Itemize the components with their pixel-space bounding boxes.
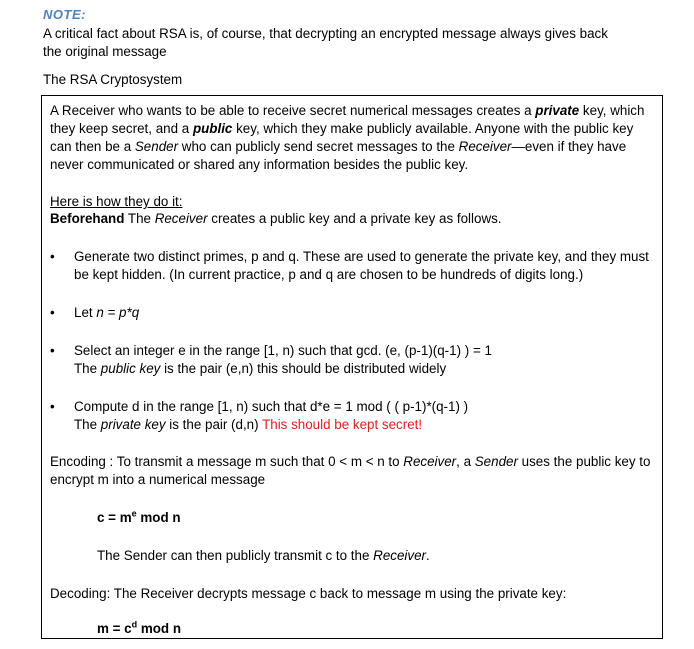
intro-sender-word: Sender bbox=[134, 139, 179, 154]
note-text-line1: A critical fact about RSA is, of course, that decrypting an encrypted message always gives back bbox=[43, 26, 608, 41]
intro-paragraph bbox=[50, 102, 656, 174]
sender-transmit-part1: The Sender can then publicly transmit c to the bbox=[97, 548, 374, 563]
bullet-dot: • bbox=[50, 399, 55, 414]
bullet-dot: • bbox=[50, 343, 55, 358]
intro-public-word: public bbox=[192, 121, 233, 136]
section-title: The RSA Cryptosystem bbox=[43, 72, 183, 87]
note-text bbox=[43, 25, 633, 61]
note-label: NOTE: bbox=[43, 7, 86, 22]
encoding-part2: , a bbox=[456, 454, 475, 469]
decoding-paragraph: Decoding: The Receiver decrypts message c back to message m using the private key: bbox=[50, 586, 567, 601]
note-text-line2: the original message bbox=[43, 44, 167, 59]
encoding-part3: uses the public key to encrypt m into a numerical message bbox=[50, 454, 651, 487]
bullet-dot: • bbox=[50, 305, 55, 320]
bullet-generate-primes-text: Generate two distinct primes, p and q. These are used to generate the private key, and they must be kept hidden. (In current practice, p and q are chosen to be hundreds of digits long.) bbox=[74, 249, 649, 282]
sender-transmit-line bbox=[97, 547, 657, 565]
decrypt-formula-rhs: mod n bbox=[137, 621, 182, 636]
bullet-dot: • bbox=[50, 249, 55, 264]
intro-part3: key, which they make publicly available. Anyone with the public key can then be a bbox=[50, 121, 634, 154]
beforehand-paragraph bbox=[50, 210, 656, 228]
encrypt-formula-rhs: mod n bbox=[136, 510, 181, 525]
bullet-compute-d-line1: Compute d in the range [1, n) such that d*e = 1 mod ( ( p-1)*(q-1) ) bbox=[74, 399, 469, 414]
intro-part5: —even if they have never communicated or shared any information besides the public key. bbox=[50, 139, 627, 172]
intro-part1: A Receiver who wants to be able to receive secret numerical messages creates a bbox=[50, 103, 536, 118]
intro-part4: who can publicly send secret messages to the bbox=[178, 139, 459, 154]
intro-receiver-word: Receiver bbox=[458, 139, 512, 154]
encoding-receiver-word: Receiver bbox=[403, 454, 457, 469]
intro-private-word: private bbox=[535, 103, 580, 118]
decrypt-formula-exponent: d bbox=[131, 619, 138, 630]
encoding-paragraph bbox=[50, 453, 656, 489]
beforehand-bold: Beforehand bbox=[50, 211, 125, 226]
encrypt-formula-exponent: e bbox=[131, 508, 137, 519]
bullet-select-e-line2-post: is the pair (e,n) this should be distributed widely bbox=[160, 361, 447, 376]
bullet-select-e-text bbox=[74, 342, 664, 378]
bullet-compute-d-line2-pre: The bbox=[74, 417, 101, 432]
bullet-let-n-formula: n = p*q bbox=[96, 305, 140, 320]
how-heading: Here is how they do it: bbox=[50, 194, 183, 209]
bullet-compute-d-line2-post: is the pair (d,n) bbox=[165, 417, 263, 432]
private-key-term: private key bbox=[100, 417, 166, 432]
encrypt-formula bbox=[97, 510, 181, 525]
bullet-let-n-prefix: Let bbox=[74, 305, 97, 320]
encoding-part1: Encoding : To transmit a message m such that 0 < m < n to bbox=[50, 454, 404, 469]
secret-warning: This should be kept secret! bbox=[262, 417, 423, 432]
beforehand-receiver-word: Receiver bbox=[154, 211, 208, 226]
intro-part2: key, which they keep secret, and a bbox=[50, 103, 645, 136]
encoding-sender-word: Sender bbox=[474, 454, 518, 469]
decrypt-formula bbox=[97, 621, 181, 636]
bullet-select-e-line1: Select an integer e in the range [1, n) such that gcd. (e, (p-1)(q-1) ) = 1 bbox=[74, 343, 492, 358]
bullet-select-e-line2-pre: The bbox=[74, 361, 101, 376]
sender-transmit-receiver-word: Receiver bbox=[373, 548, 426, 563]
bullet-compute-d-text bbox=[74, 398, 664, 434]
beforehand-part2: creates a public key and a private key as follows. bbox=[207, 211, 502, 226]
bullet-let-n-text bbox=[74, 304, 664, 322]
rsa-description-box bbox=[41, 95, 663, 639]
public-key-term: public key bbox=[100, 361, 161, 376]
sender-transmit-part2: . bbox=[426, 548, 430, 563]
encrypt-formula-lhs: c = m bbox=[97, 510, 132, 525]
decrypt-formula-lhs: m = c bbox=[97, 621, 132, 636]
beforehand-part1: The bbox=[124, 211, 155, 226]
